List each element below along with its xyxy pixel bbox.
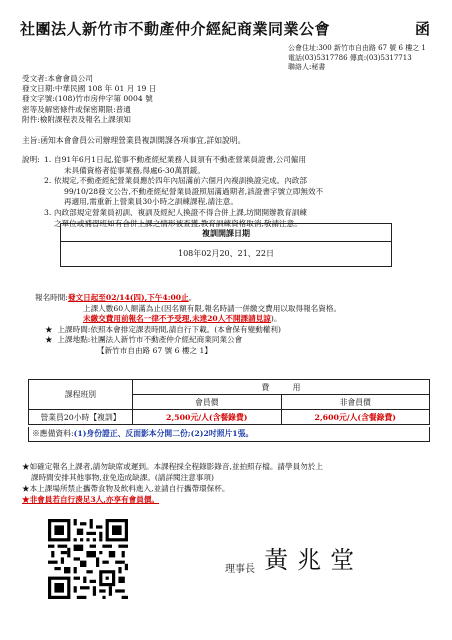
- signer-name: 黃兆堂: [264, 546, 364, 574]
- schedule-dates: 108年02月20、21、22日: [178, 249, 274, 258]
- letterhead: [20, 18, 440, 44]
- description-label: 說明:: [22, 155, 40, 164]
- registration-time: 報名時間:發文日起至02/14(四),下午4:00止。: [35, 293, 197, 302]
- registration-deadline: 發文日起至02/14(四),下午4:00止: [67, 293, 189, 302]
- recipient: 受文者:本會會員公司: [22, 74, 93, 83]
- schedule-heading: 複訓開課日期: [61, 224, 391, 242]
- notice-food: ★本上課場所禁止攜帶食物及飲料進入,並請自行攜帶環保杯。: [22, 484, 230, 493]
- course-time: ★ 上課時間:依照本會排定課表時間,請自行下載。(本會保有變動權利): [45, 324, 281, 334]
- attachments: 附件:檢附課程表及報名上課須知: [22, 114, 131, 124]
- contact-block: [288, 44, 438, 73]
- subject-line: 主旨:函知本會會員公司辦理營業員複訓開課各項事宜,詳如說明。: [22, 136, 246, 145]
- signer-role: 理事長: [225, 564, 255, 575]
- document-title: 社團法人新竹市不動產仲介經紀商業同業公會: [20, 20, 331, 38]
- notice-attendance-cont: 課時間安排其他事物,並免造成缺課。(請詳閱注意事項): [31, 473, 214, 482]
- notice-group-price: ★非會員若自行湊足3人,亦享有會員價。: [22, 495, 160, 504]
- description-item: 3. 內政部規定營業員初訓、複訓及經紀人換證不得合併上課,坊間開辦教育訓練 之單位或補習班如有合併上課之情形被查獲,教育訓練資格取消,敬請注意。: [44, 207, 308, 228]
- nonmember-header: 非會員價: [281, 395, 430, 410]
- class-header: 課程班別: [29, 380, 133, 410]
- confidentiality: 密等及解密條件或保密期限:普通: [22, 104, 131, 114]
- notices-section: [22, 461, 442, 505]
- class-name: 營業員20小時【複訓】: [29, 410, 133, 425]
- registration-section: [35, 293, 445, 357]
- notice-attendance: ★如確定報名上課者,請勿缺席或遲到。本課程採全程錄影錄音,並拍照存檔。請學員勿於上: [22, 462, 323, 471]
- fee-table: [28, 379, 430, 425]
- document-number: 發文字號:(108)竹市房仲字第 0004 號: [22, 94, 153, 104]
- contact-person: 聯絡人:秘書: [288, 63, 326, 71]
- description-item: 2. 依規定,不動產經紀營業員應於四年內屆滿前六個月內複訓換證完成。內政部 99/10/28發文公告,不動產經紀營業員證照屆滿過期者,該證書字號立即無效不 再適用,需重新上營業員30小時之訓練課程,請注意。: [44, 176, 324, 207]
- qr-code-icon: [48, 519, 128, 599]
- member-price: 2,500元/人(含餐錄費): [133, 410, 282, 425]
- contact-address: 公會住址:300 新竹市自由路 67 號 6 樓之 1: [288, 44, 426, 52]
- fee-header: 費 用: [133, 380, 430, 395]
- document-meta: [22, 74, 156, 125]
- star-icon: ★: [45, 324, 53, 334]
- star-icon: ★: [45, 335, 53, 345]
- course-location: ★ 上課地點:社團法人新竹市不動產仲介經紀商業同業公會: [45, 335, 243, 345]
- course-address: 【新竹市自由路 67 號 6 樓之 1】: [97, 345, 212, 355]
- member-header: 會員價: [133, 395, 282, 410]
- schedule-box: [60, 223, 392, 267]
- issue-date: 發文日期:中華民國 108 年 01 月 19 日: [22, 84, 157, 94]
- description-item: 1. 自91年6月1日起,從事不動產經紀業務人員須有不動產營業員證書,公司僱用 未具備資格者從事業務,得處6-30萬罰鍰。: [44, 155, 306, 175]
- nonmember-price: 2,600元/人(含餐錄費): [281, 410, 430, 425]
- quota-text: 上課人數60人額滿為止(因名額有限,報名時請一併繳交費用以取得報名資格。: [83, 303, 342, 313]
- document-type: 函: [415, 20, 431, 38]
- signature-block: [225, 540, 363, 575]
- quota-warning: 未繳交費用前報名一律不予受理,未達20人不開課請見諒)。: [83, 314, 282, 324]
- required-documents: ※應備資料:(1)身份證正、反面影本分開二份;(2)2吋照片1張。: [28, 427, 430, 442]
- contact-phone: 電話(03)5317786 傳真:(03)5317713: [288, 53, 412, 62]
